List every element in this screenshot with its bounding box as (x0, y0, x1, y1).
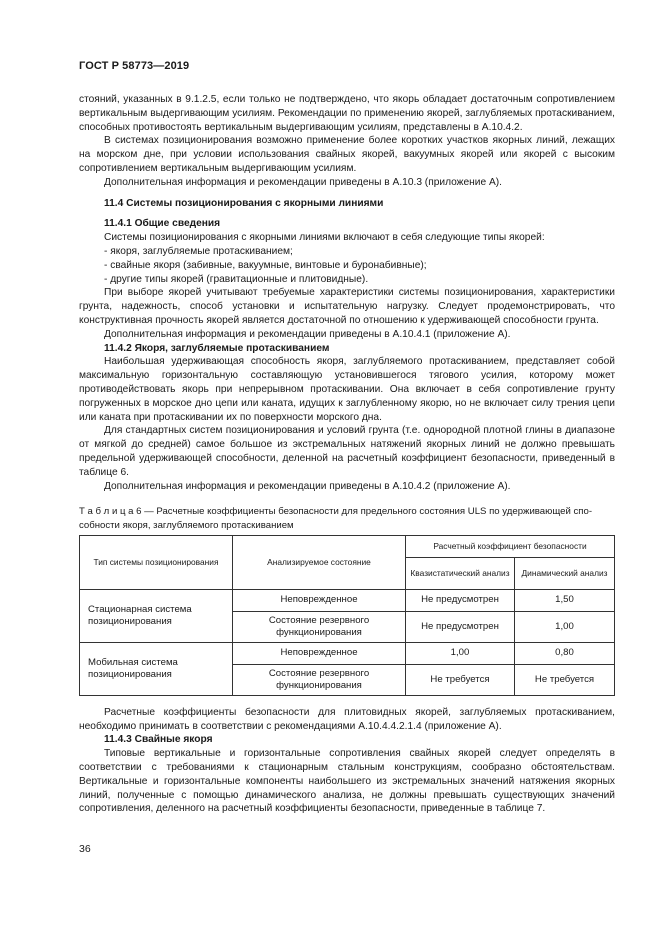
paragraph: Дополнительная информация и рекомендации приведены в А.10.3 (приложение А). (104, 176, 502, 188)
table-cell-quasistatic: Не предусмотрен (406, 611, 515, 642)
paragraph: Дополнительная информация и рекомендации приведены в А.10.4.1 (приложение А). (104, 328, 511, 340)
paragraph: стояний, указанных в 9.1.2.5, если только не подтверждено, что якорь обладает достаточным сопротивлением вертикальным выдергивающим усилиям. Рекомендации по применению якорей, заглубляемых протаскиванием, способных противостоять вертикальным выдергивающим усилиям, представлены в А.10.4.2. (79, 94, 615, 133)
section-heading: 11.4 Системы позиционирования с якорными линиями (104, 197, 384, 209)
subsection-heading: 11.4.1 Общие сведения (104, 218, 221, 230)
table-cell-system: Стационарная система позиционирования (80, 589, 233, 642)
paragraph: Наибольшая удерживающая способность якоря, заглубляемого протаскиванием, представляет собой максимальную горизонтальную составляющую установившегося тягового усилия, которому может противодействовать якорь при непрерывном протаскивании. Она включает в себя сопротивление грунту погруженных в морское дно цепи или каната, идущих к заглубленному якорю, но не включает силу трения цепи или каната при протаскивании их по поверхности морского дна. (79, 356, 615, 423)
page-number: 36 (79, 843, 91, 855)
table-cell-dynamic: Не требуется (515, 664, 615, 695)
table-cell-dynamic: 1,50 (515, 589, 615, 611)
table-header-dynamic: Динамический анализ (515, 557, 615, 589)
list-item: - свайные якоря (забивные, вакуумные, винтовые и буронабивные); (104, 259, 427, 271)
list-item: - якоря, заглубляемые протаскиванием; (104, 245, 293, 257)
table-cell-state: Состояние резервного функционирования (233, 664, 406, 695)
table-cell-state: Состояние резервного функционирования (233, 611, 406, 642)
table-cell-quasistatic: Не предусмотрен (406, 589, 515, 611)
paragraph: В системах позиционирования возможно применение более коротких участков якорных линий, лежащих на морском дне, при условии использования свайных якорей, вакуумных якорей или якорей с высоким сопротивлением вертикальным выдергивающим усилиям. (79, 135, 615, 174)
paragraph: Системы позиционирования с якорными линиями включают в себя следующие типы якорей: (104, 232, 545, 244)
table-cell-quasistatic: Не требуется (406, 664, 515, 695)
table-header-state: Анализируемое состояние (233, 535, 406, 589)
document-body (79, 93, 615, 816)
list-item: - другие типы якорей (гравитационные и плитовидные). (104, 273, 369, 285)
paragraph: При выборе якорей учитывают требуемые характеристики системы позиционирования, характеристики грунта, надежность, способ установки и испытательную нагрузку. Следует продемонстрировать, что конструктивная прочность якорей является достаточной по отношению к удерживающей способности грунта. (79, 287, 615, 326)
table-header-group: Расчетный коэффициент безопасности (406, 535, 615, 557)
paragraph: Типовые вертикальные и горизонтальные сопротивления свайных якорей следует определять в соответствии с требованиями к стационарным стальным конструкциям, сообразно обстоятельствам. Вертикальные и горизонтальные компоненты наибольшего из экстремальных значений натяжения якорных линий, полученные с помощью динамического анализа, не должны превышать существующих значений сопротивления, деленного на расчетный коэффициенты безопасности, приведенные в таблице 7. (79, 748, 615, 815)
table-cell-state: Неповрежденное (233, 642, 406, 664)
paragraph: Расчетные коэффициенты безопасности для плитовидных якорей, заглубляемых протаскиванием, необходимо принимать в соответствии с рекомендациями А.10.4.4.2.1.4 (приложение А). (79, 706, 615, 732)
document-header: ГОСТ Р 58773—2019 (79, 60, 190, 72)
table-cell-state: Неповрежденное (233, 589, 406, 611)
table-header-system: Тип системы позиционирования (80, 535, 233, 589)
table-cell-dynamic: 1,00 (515, 611, 615, 642)
safety-factor-table (79, 535, 615, 696)
subsection-heading: 11.4.2 Якоря, заглубляемые протаскиванием (104, 342, 330, 354)
paragraph: Дополнительная информация и рекомендации приведены в А.10.4.2 (приложение А). (104, 480, 511, 492)
paragraph: Для стандартных систем позиционирования и условий грунта (т.е. однородной плотной глины в диапазоне от мягкой до средней) самое большое из экстремальных натяжений якорных линий не должно превышать предельной удерживающей способности, деленной на расчетный коэффициент безопасности, приведенный в таблице 6. (79, 425, 615, 478)
table-cell-dynamic: 0,80 (515, 642, 615, 664)
table-caption: Т а б л и ц а 6 — Расчетные коэффициенты безопасности для предельного состояния ULS по удерживающей способности якоря, заглубляемого протаскиванием (79, 506, 593, 531)
table-cell-quasistatic: 1,00 (406, 642, 515, 664)
table-header-quasistatic: Квазистатический анализ (406, 557, 515, 589)
subsection-heading: 11.4.3 Свайные якоря (104, 734, 213, 746)
table-cell-system: Мобильная система позиционирования (80, 642, 233, 695)
